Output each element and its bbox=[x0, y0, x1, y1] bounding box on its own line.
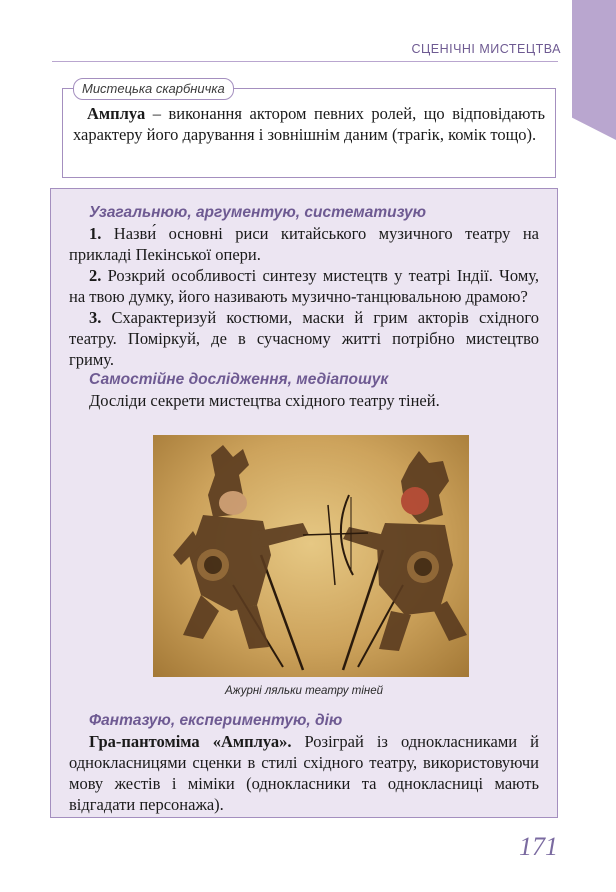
task-item-2 bbox=[69, 265, 539, 307]
task-box bbox=[50, 188, 558, 818]
research-text: Досліди секрети мистецтва східного театру тіней. bbox=[89, 391, 440, 410]
pantomime-text bbox=[69, 731, 539, 815]
task-item-1 bbox=[69, 223, 539, 265]
pantomime-description: Розіграй із однокласниками й однокласницями сценки в стилі східного театру, використовуючи мову жестів і міміки (однокласники та однокласниці мають відгадати персонажа). bbox=[69, 732, 539, 814]
shadow-puppets-photo bbox=[153, 435, 469, 677]
glossary-definition-text: – виконання актором певних ролей, що відповідають характеру його дарування і зовнішнім даним (трагік, комік тощо). bbox=[73, 104, 545, 144]
header-rule bbox=[52, 61, 558, 62]
corner-tab-decoration bbox=[572, 0, 616, 140]
task-text: Назви́ основні риси китайського музичного театру на прикладі Пекінської опери. bbox=[69, 224, 539, 264]
task-text: Схарактеризуй костюми, маски й грим акторів східного театру. Поміркуй, де в сучасному житті потрібно мистецтво гриму. bbox=[69, 308, 539, 369]
section-fantasize bbox=[69, 711, 539, 815]
section-generalize bbox=[69, 203, 539, 411]
glossary-definition bbox=[73, 103, 545, 145]
task-number: 3. bbox=[89, 308, 102, 327]
heading-fantasize: Фантазую, експериментую, дію bbox=[89, 712, 343, 729]
pantomime-title: Гра-пантоміма «Амплуа». bbox=[89, 732, 292, 751]
task-number: 2. bbox=[89, 266, 102, 285]
task-number: 1. bbox=[89, 224, 102, 243]
glossary-term: Амплуа bbox=[87, 104, 146, 123]
shadow-puppets-illustration bbox=[153, 435, 469, 677]
task-item-3 bbox=[69, 307, 539, 370]
heading-research: Самостійне дослідження, медіапошук bbox=[89, 371, 389, 388]
heading-generalize: Узагальнюю, аргументую, систематизую bbox=[89, 204, 426, 221]
task-text: Розкрий особливості синтезу мистецтв у театрі Індії. Чому, на твою думку, його називають музично-танцювальною драмою? bbox=[69, 266, 539, 306]
section-title: СЦЕНІЧНІ МИСТЕЦТВА bbox=[411, 42, 561, 56]
glossary-tag: Мистецька скарбничка bbox=[73, 78, 234, 100]
page-number: 171 bbox=[519, 832, 558, 861]
glossary-box bbox=[62, 81, 556, 178]
photo-caption: Ажурні ляльки театру тіней bbox=[224, 685, 384, 697]
